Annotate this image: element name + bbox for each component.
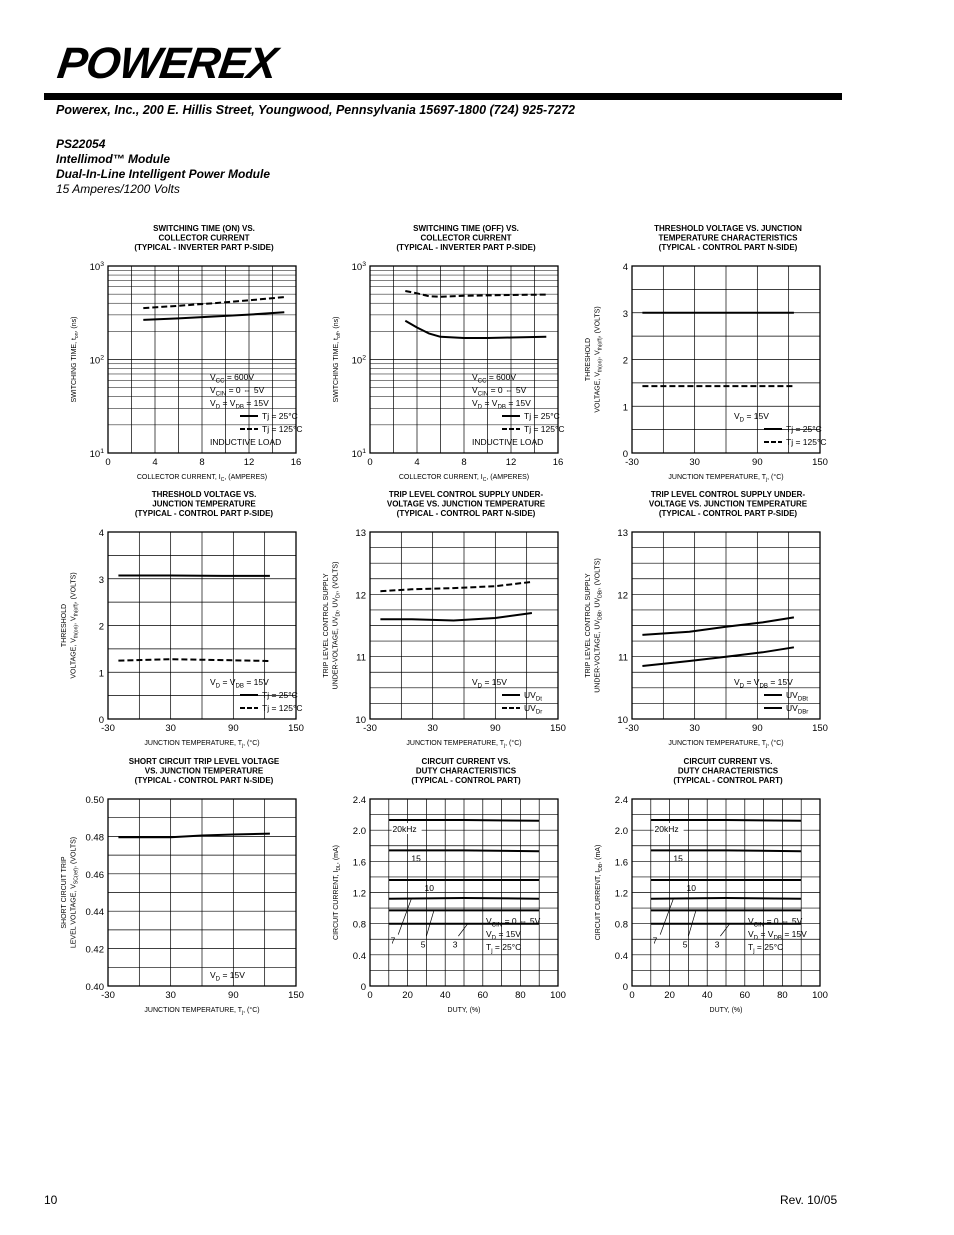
x-tick-label: 60 <box>739 990 751 1001</box>
x-tick-label: 0 <box>629 990 635 1001</box>
chart-title-line: SWITCHING TIME (OFF) VS. <box>413 224 519 233</box>
curve-label: 3 <box>714 939 720 950</box>
y-tick-label: 0.44 <box>85 907 104 919</box>
y-tick-label: 0.42 <box>85 944 104 956</box>
y-axis-label-line: VOLTAGE, $V_{th(on)}$, $V_{th(off)}$, (VOLTS) <box>594 306 604 413</box>
y-axis-label <box>323 562 342 690</box>
chart-title-line: (TYPICAL - CONTROL PART P-SIDE) <box>134 509 274 518</box>
legend-label: Tj = 25°C <box>524 411 560 421</box>
revision: Rev. 10/05 <box>780 1193 838 1207</box>
y-tick-label: 0.46 <box>85 869 104 881</box>
x-tick-label: 150 <box>288 990 304 1001</box>
y-tick-label: 11 <box>618 652 628 664</box>
series-line <box>651 850 801 851</box>
legend-label: Tj = 25°C <box>262 690 298 700</box>
x-tick-label: -30 <box>625 457 639 468</box>
x-axis-label: DUTY, (%) <box>447 1007 481 1014</box>
y-tick-label: 1.2 <box>352 888 366 900</box>
y-axis-label-line: SHORT CIRCUIT TRIP <box>61 856 68 929</box>
chart-title-line: (TYPICAL - INVERTER PART P-SIDE) <box>396 243 536 252</box>
chart-circuit-current-idb <box>584 755 844 1023</box>
condition-text: $V_{CIN} = 0$ ⇔ 5V <box>748 916 803 929</box>
y-axis-label <box>61 837 80 948</box>
chart-title-line: (TYPICAL - CONTROL PART N-SIDE) <box>396 509 536 518</box>
chart-title-line: (TYPICAL - CONTROL PART N-SIDE) <box>134 776 274 785</box>
chart-title-line: VS. JUNCTION TEMPERATURE <box>144 766 264 776</box>
curve-label: 15 <box>673 853 683 864</box>
y-tick-label: $10^3$ <box>89 261 104 273</box>
product-line-1: Intellimod™ Module <box>56 152 170 166</box>
y-axis-label-line: VOLTAGE, $V_{th(on)}$, $V_{th(off)}$, (VOLTS) <box>70 572 80 679</box>
y-tick-label: 1.6 <box>352 857 366 869</box>
powerex-logo <box>54 39 294 88</box>
y-tick-label: 0.4 <box>352 950 366 962</box>
chart-svg <box>584 222 844 490</box>
y-axis-label <box>595 845 604 941</box>
y-tick-label: 1.6 <box>614 857 628 869</box>
y-tick-label: 0.48 <box>85 832 104 844</box>
leader-line <box>720 924 729 936</box>
y-tick-label: 0 <box>360 982 366 993</box>
x-tick-label: 12 <box>505 457 517 468</box>
chart-title-line: (TYPICAL - CONTROL PART P-SIDE) <box>658 509 798 518</box>
curve-label: 15 <box>411 853 421 864</box>
condition-text: $V_D = V_{DB} = 15V$ <box>472 398 531 411</box>
header-rule <box>44 93 842 100</box>
chart-title-line: TEMPERATURE CHARACTERISTICS <box>658 233 798 243</box>
chart-title-line: JUNCTION TEMPERATURE <box>152 499 256 509</box>
x-tick-label: 40 <box>439 990 451 1001</box>
chart-svg <box>60 488 320 756</box>
series-line <box>389 898 539 899</box>
y-tick-label: 3 <box>622 308 628 320</box>
chart-title-line: DUTY CHARACTERISTICS <box>677 766 779 776</box>
leader-line <box>398 899 411 935</box>
y-tick-label: $10^1$ <box>89 448 104 460</box>
condition-text: $V_D = 15V$ <box>210 970 245 983</box>
y-tick-label: 2.4 <box>614 795 628 806</box>
x-axis-label: COLLECTOR CURRENT, $I_C$, (AMPERES) <box>136 474 268 484</box>
legend-label: $UV_{DBt}$ <box>786 690 808 703</box>
x-tick-label: 60 <box>477 990 489 1001</box>
series-line <box>642 617 794 635</box>
x-tick-label: 150 <box>812 457 828 468</box>
chart-note: INDUCTIVE LOAD <box>210 437 282 447</box>
condition-text: $V_{CC} = 600V$ <box>210 372 255 385</box>
x-axis-label: JUNCTION TEMPERATURE, $T_j$, (°C) <box>144 1007 260 1017</box>
y-axis-label-line: CIRCUIT CURRENT, $I_{DL}$, (mA) <box>333 845 343 940</box>
part-number: PS22054 <box>56 137 106 151</box>
legend-label: Tj = 25°C <box>786 424 822 434</box>
curve-label: 7 <box>390 935 396 946</box>
legend-label: $UV_{Dt}$ <box>524 690 542 703</box>
x-tick-label: 30 <box>427 723 438 734</box>
x-tick-label: 80 <box>777 990 788 1001</box>
x-axis-label: COLLECTOR CURRENT, $I_C$, (AMPERES) <box>398 474 530 484</box>
chart-svg <box>60 755 320 1023</box>
curve-label: 10 <box>686 883 696 894</box>
x-tick-label: -30 <box>625 723 639 734</box>
chart-circuit-current-idl <box>322 755 582 1023</box>
y-tick-label: 2.0 <box>614 826 628 838</box>
chart-title-line: SWITCHING TIME (ON) VS. <box>153 224 255 233</box>
x-axis-label: JUNCTION TEMPERATURE, $T_j$, (°C) <box>668 740 784 750</box>
curve-label: 10 <box>424 883 434 894</box>
x-tick-label: 100 <box>812 990 828 1001</box>
x-tick-label: 90 <box>490 723 501 734</box>
condition-text: $V_D = 15V$ <box>734 411 769 424</box>
chart-svg <box>322 488 582 756</box>
series-line <box>405 291 546 297</box>
chart-svg <box>322 222 582 490</box>
chart-threshold-voltage-n-side <box>584 222 844 490</box>
y-tick-label: 2.0 <box>352 826 366 838</box>
y-tick-label: $10^1$ <box>351 448 366 460</box>
y-axis-label <box>61 572 80 678</box>
y-tick-label: 0.50 <box>85 795 104 806</box>
y-tick-label: 10 <box>617 715 628 726</box>
x-tick-label: 150 <box>288 723 304 734</box>
chart-title-line: VOLTAGE VS. JUNCTION TEMPERATURE <box>386 499 546 509</box>
curve-label: 5 <box>682 939 688 950</box>
series-line <box>143 312 284 320</box>
x-tick-label: 150 <box>812 723 828 734</box>
chart-svg <box>322 755 582 1023</box>
condition-text: $V_D = 15V$ <box>486 929 521 942</box>
x-tick-label: 80 <box>515 990 526 1001</box>
condition-text: $T_j = 25^\circ C$ <box>486 942 522 955</box>
chart-svg <box>584 488 844 756</box>
x-tick-label: 100 <box>550 990 566 1001</box>
x-axis-label: DUTY, (%) <box>709 1007 743 1014</box>
chart-title-line: VOLTAGE VS. JUNCTION TEMPERATURE <box>648 499 808 509</box>
chart-title-line: (TYPICAL - CONTROL PART) <box>673 776 783 785</box>
x-tick-label: 8 <box>461 457 467 468</box>
grid <box>108 799 296 986</box>
x-axis-label: JUNCTION TEMPERATURE, $T_j$, (°C) <box>406 740 522 750</box>
series-line <box>651 898 801 899</box>
x-tick-label: 16 <box>290 457 302 468</box>
series-line <box>380 582 532 591</box>
chart-svg <box>584 755 844 1023</box>
chart-title-line: THRESHOLD VOLTAGE VS. <box>151 490 257 499</box>
chart-switching-time-off <box>322 222 582 490</box>
x-tick-label: 0 <box>105 457 111 468</box>
y-axis-label <box>585 558 604 693</box>
x-tick-label: 40 <box>701 990 713 1001</box>
condition-text: $T_j = 25^\circ C$ <box>748 942 784 955</box>
y-axis-label-line: UNDER-VOLTAGE, $UV_{DBt}$, $UV_{DBr}$, (VOLTS) <box>594 558 604 693</box>
y-axis-label-line: SWITCHING TIME, $t_{on}$, (ns) <box>71 316 81 403</box>
series-line <box>118 659 270 661</box>
chart-title-line: TRIP LEVEL CONTROL SUPPLY UNDER- <box>388 490 544 499</box>
series-line <box>651 820 801 821</box>
condition-text: $V_{CIN} = 0$ ⇔ 5V <box>210 385 265 398</box>
x-tick-label: 30 <box>165 723 176 734</box>
leader-line <box>458 924 467 936</box>
x-tick-label: 4 <box>152 457 158 468</box>
product-rating: 15 Amperes/1200 Volts <box>56 182 180 196</box>
x-tick-label: 90 <box>752 723 763 734</box>
y-tick-label: 0.8 <box>352 919 366 931</box>
condition-text: $V_D = V_{DB} = 15V$ <box>210 677 269 690</box>
y-axis-label-line: THRESHOLD <box>61 603 68 648</box>
x-axis-label: JUNCTION TEMPERATURE, $T_j$, (°C) <box>144 740 260 750</box>
x-tick-label: 150 <box>550 723 566 734</box>
y-axis-label-line: THRESHOLD <box>585 337 592 382</box>
series-line <box>405 321 546 338</box>
y-tick-label: 13 <box>617 528 628 539</box>
x-tick-label: 30 <box>689 723 700 734</box>
y-axis-label <box>333 845 342 940</box>
x-tick-label: 30 <box>689 457 700 468</box>
legend-label: Tj = 125°C <box>524 424 565 434</box>
x-tick-label: -30 <box>363 723 377 734</box>
x-tick-label: 90 <box>228 990 239 1001</box>
y-tick-label: 0.4 <box>614 950 628 962</box>
series-line <box>389 850 539 851</box>
chart-title-line: (TYPICAL - INVERTER PART P-SIDE) <box>134 243 274 252</box>
chart-title-line: DUTY CHARACTERISTICS <box>415 766 517 776</box>
series-line <box>380 613 532 621</box>
x-tick-label: 0 <box>367 990 373 1001</box>
y-tick-label: 4 <box>622 262 628 273</box>
chart-title-line: THRESHOLD VOLTAGE VS. JUNCTION <box>654 224 802 233</box>
y-tick-label: 1.2 <box>614 888 628 900</box>
curve-label: 5 <box>420 939 426 950</box>
condition-text: $V_{CIN} = 0$ ⇔ 5V <box>486 916 541 929</box>
chart-title-line: SHORT CIRCUIT TRIP LEVEL VOLTAGE <box>128 757 280 766</box>
product-block <box>56 137 270 197</box>
y-tick-label: 0 <box>98 715 104 726</box>
y-axis-label-line: LEVEL VOLTAGE, $V_{SC(ref)}$, (VOLTS) <box>70 836 80 949</box>
chart-title-line: (TYPICAL - CONTROL PART) <box>411 776 521 785</box>
chart-switching-time-on <box>60 222 320 490</box>
y-tick-label: 2.4 <box>352 795 366 806</box>
chart-title-line: CIRCUIT CURRENT VS. <box>421 757 511 766</box>
series-line <box>389 820 539 821</box>
y-tick-label: 0.40 <box>85 982 104 993</box>
condition-text: $V_{CC} = 600V$ <box>472 372 517 385</box>
x-tick-label: 30 <box>165 990 176 1001</box>
y-axis-label <box>333 317 342 403</box>
series-line <box>143 297 284 308</box>
y-tick-label: 13 <box>355 528 366 539</box>
y-tick-label: 1 <box>622 402 628 414</box>
curve-label: 20kHz <box>392 824 417 835</box>
chart-undervoltage-n-side <box>322 488 582 756</box>
x-tick-label: 0 <box>367 457 373 468</box>
y-axis-label-line: UNDER-VOLTAGE, $UV_{Dt}$, $UV_{Dr}$, (VOLTS) <box>332 561 342 690</box>
company-address: Powerex, Inc., 200 E. Hillis Street, Youngwood, Pennsylvania 15697-1800 (724) 925-7272 <box>56 103 575 117</box>
y-tick-label: 12 <box>617 590 628 602</box>
condition-text: $V_D = 15V$ <box>472 677 507 690</box>
chart-title-line: CIRCUIT CURRENT VS. <box>683 757 773 766</box>
y-tick-label: $10^2$ <box>89 354 104 367</box>
condition-text: $V_{CIN} = 0$ ⇔ 5V <box>472 385 527 398</box>
y-axis-label-line: TRIP LEVEL CONTROL SUPPLY <box>323 573 330 678</box>
y-tick-label: 0.8 <box>614 919 628 931</box>
x-axis-label: JUNCTION TEMPERATURE, $T_j$, (°C) <box>668 474 784 484</box>
x-tick-label: 20 <box>664 990 675 1001</box>
legend-label: $UV_{Dr}$ <box>524 703 543 716</box>
chart-short-circuit-trip <box>60 755 320 1023</box>
y-tick-label: 2 <box>98 621 104 633</box>
y-tick-label: 3 <box>98 574 104 586</box>
x-tick-label: 90 <box>228 723 239 734</box>
y-tick-label: 0 <box>622 982 628 993</box>
y-tick-label: 4 <box>98 528 104 539</box>
x-tick-label: -30 <box>101 723 115 734</box>
x-tick-label: -30 <box>101 990 115 1001</box>
x-tick-label: 8 <box>199 457 205 468</box>
y-axis-label <box>71 317 80 403</box>
curve-label: 3 <box>452 939 458 950</box>
condition-text: $V_D = V_{DB} = 15V$ <box>210 398 269 411</box>
legend-label: Tj = 125°C <box>262 424 303 434</box>
y-axis-label <box>585 306 604 412</box>
y-axis-label-line: CIRCUIT CURRENT, $I_{DB}$, (mA) <box>595 844 605 941</box>
chart-title-line: TRIP LEVEL CONTROL SUPPLY UNDER- <box>650 490 806 499</box>
y-axis-label-line: SWITCHING TIME, $t_{off}$, (ns) <box>333 316 343 403</box>
y-tick-label: $10^2$ <box>351 354 366 367</box>
legend-label: Tj = 25°C <box>262 411 298 421</box>
y-tick-label: 1 <box>98 668 104 680</box>
product-line-2: Dual-In-Line Intelligent Power Module <box>56 167 271 181</box>
y-tick-label: 0 <box>622 449 628 460</box>
y-tick-label: $10^3$ <box>351 261 366 273</box>
x-tick-label: 16 <box>552 457 564 468</box>
y-tick-label: 10 <box>355 715 366 726</box>
chart-note: INDUCTIVE LOAD <box>472 437 544 447</box>
logo-text: POWEREX <box>54 39 280 88</box>
curve-label: 20kHz <box>654 824 679 835</box>
x-tick-label: 12 <box>243 457 255 468</box>
leader-line <box>660 899 673 935</box>
condition-text: $V_D = V_{DB} = 15V$ <box>734 677 793 690</box>
chart-svg <box>60 222 320 490</box>
x-tick-label: 4 <box>414 457 420 468</box>
x-tick-label: 90 <box>752 457 763 468</box>
curve-label: 7 <box>652 935 658 946</box>
legend-label: Tj = 125°C <box>262 703 303 713</box>
x-tick-label: 20 <box>402 990 413 1001</box>
chart-title-line: (TYPICAL - CONTROL PART N-SIDE) <box>658 243 798 252</box>
y-tick-label: 11 <box>356 652 366 664</box>
legend-label: $UV_{DBr}$ <box>786 703 809 716</box>
condition-text: $V_D = V_{DB} = 15V$ <box>748 929 807 942</box>
chart-undervoltage-p-side <box>584 488 844 756</box>
y-axis-label-line: TRIP LEVEL CONTROL SUPPLY <box>585 573 592 678</box>
legend-label: Tj = 125°C <box>786 437 827 447</box>
y-tick-label: 2 <box>622 355 628 367</box>
page-number: 10 <box>44 1193 58 1207</box>
chart-title-line: COLLECTOR CURRENT <box>420 233 512 243</box>
chart-title-line: COLLECTOR CURRENT <box>158 233 250 243</box>
chart-threshold-voltage-p-side <box>60 488 320 756</box>
y-tick-label: 12 <box>355 590 366 602</box>
